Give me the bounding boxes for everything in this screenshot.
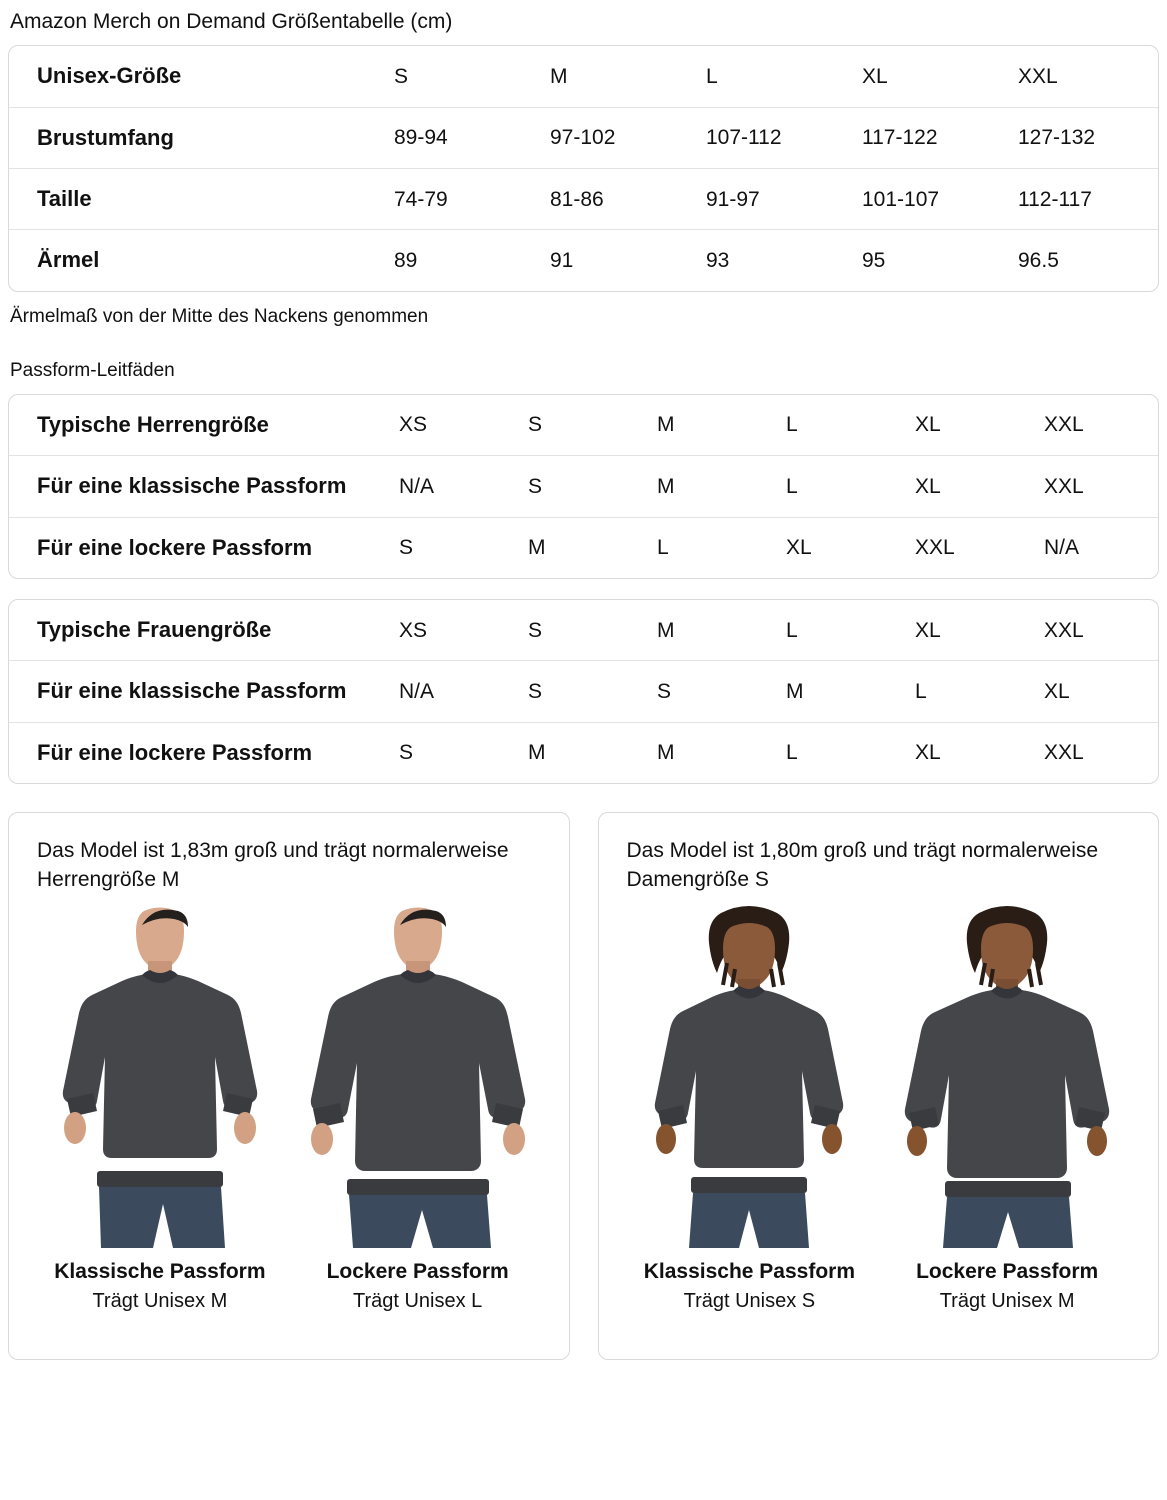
cell-value: 112-117 — [1018, 169, 1159, 230]
row-label: Für eine klassische Passform — [9, 661, 399, 722]
cell-value: N/A — [1044, 517, 1159, 578]
cell-value: L — [786, 413, 798, 437]
page-title: Amazon Merch on Demand Größentabelle (cm) — [10, 10, 453, 33]
row-label: Ärmel — [9, 230, 394, 291]
row-label: Für eine klassische Passform — [9, 456, 399, 517]
cell-value: M — [550, 64, 568, 88]
model-panels — [8, 812, 1159, 1360]
cell-value: 97-102 — [550, 107, 706, 168]
row-label: Unisex-Größe — [37, 63, 182, 89]
cell-value: S — [399, 517, 528, 578]
cell-value: M — [657, 413, 675, 437]
caption-block — [621, 1258, 879, 1315]
cell-value: N/A — [399, 456, 528, 517]
cell-value: XXL — [1044, 413, 1084, 437]
mens-fit-table-card — [8, 394, 1159, 579]
cell-value: S — [528, 661, 657, 722]
cell-value: 81-86 — [550, 169, 706, 230]
womens-figures — [621, 900, 1137, 1248]
table-row — [9, 230, 1159, 291]
cell-value: XL — [786, 517, 915, 578]
cell-value: XL — [862, 64, 888, 88]
cell-value: XXL — [1018, 64, 1058, 88]
cell-value: S — [657, 661, 786, 722]
mens-model-heading: Das Model ist 1,83m groß und trägt normalerweise Herrengröße M — [37, 839, 509, 891]
cell-value: L — [786, 618, 798, 642]
cell-value: XXL — [1044, 618, 1084, 642]
cell-value: 96.5 — [1018, 230, 1159, 291]
mens-figures — [31, 900, 547, 1248]
table-row — [9, 600, 1159, 661]
cell-value: 91 — [550, 230, 706, 291]
row-label: Taille — [9, 169, 394, 230]
womens-fit-table — [9, 600, 1159, 783]
caption-block — [31, 1258, 289, 1315]
cell-value: L — [786, 722, 915, 783]
table-row — [9, 517, 1159, 578]
table-row — [9, 722, 1159, 783]
womens-model-card — [598, 812, 1160, 1360]
figure-caption: Klassische Passform — [54, 1259, 266, 1283]
cell-value: 117-122 — [862, 107, 1018, 168]
cell-value: XL — [915, 618, 941, 642]
cell-value: XS — [399, 413, 428, 437]
female-model-classic-fit-illustration — [635, 903, 863, 1248]
caption-block — [289, 1258, 547, 1315]
cell-value: XL — [1044, 661, 1159, 722]
row-label: Brustumfang — [9, 107, 394, 168]
figure-subcaption: Trägt Unisex M — [92, 1290, 228, 1313]
table-row — [9, 46, 1159, 107]
table-row — [9, 169, 1159, 230]
cell-value: 74-79 — [394, 169, 550, 230]
figure-caption: Lockere Passform — [916, 1259, 1099, 1283]
cell-value: XL — [915, 413, 941, 437]
figure-wrap — [289, 900, 547, 1248]
fit-guides-label: Passform-Leitfäden — [10, 359, 175, 381]
cell-value: 101-107 — [862, 169, 1018, 230]
cell-value: M — [528, 517, 657, 578]
cell-value: M — [786, 661, 915, 722]
cell-value: XXL — [1044, 722, 1159, 783]
mens-model-card — [8, 812, 570, 1360]
figure-wrap — [878, 900, 1136, 1248]
row-label: Für eine lockere Passform — [9, 517, 399, 578]
cell-value: XL — [915, 456, 1044, 517]
figure-caption: Lockere Passform — [326, 1259, 509, 1283]
cell-value: M — [528, 722, 657, 783]
cell-value: N/A — [399, 661, 528, 722]
cell-value: 89-94 — [394, 107, 550, 168]
cell-value: M — [657, 456, 786, 517]
womens-fit-table-card — [8, 599, 1159, 784]
cell-value: XXL — [915, 517, 1044, 578]
male-model-classic-fit-illustration — [45, 903, 275, 1248]
cell-value: L — [657, 517, 786, 578]
table-row — [9, 456, 1159, 517]
cell-value: S — [399, 722, 528, 783]
cell-value: 127-132 — [1018, 107, 1159, 168]
womens-model-heading: Das Model ist 1,80m groß und trägt normalerweise Damengröße S — [626, 839, 1099, 891]
cell-value: S — [528, 618, 543, 642]
cell-value: S — [528, 413, 543, 437]
figure-subcaption: Trägt Unisex M — [939, 1290, 1075, 1313]
cell-value: S — [394, 64, 409, 88]
cell-value: 107-112 — [706, 107, 862, 168]
row-label: Typische Herrengröße — [37, 411, 269, 437]
cell-value: XXL — [1044, 456, 1159, 517]
cell-value: 89 — [394, 230, 550, 291]
figure-wrap — [31, 900, 289, 1248]
cell-value: M — [657, 722, 786, 783]
cell-value: XS — [399, 618, 428, 642]
figure-subcaption: Trägt Unisex S — [683, 1290, 816, 1313]
table-row — [9, 661, 1159, 722]
male-model-loose-fit-illustration — [295, 903, 541, 1248]
cell-value: XL — [915, 722, 1044, 783]
figure-wrap — [621, 900, 879, 1248]
table-row — [9, 395, 1159, 456]
caption-block — [878, 1258, 1136, 1315]
figure-caption: Klassische Passform — [643, 1259, 856, 1283]
cell-value: 91-97 — [706, 169, 862, 230]
cell-value: S — [528, 456, 657, 517]
figure-subcaption: Trägt Unisex L — [352, 1290, 483, 1313]
cell-value: 93 — [706, 230, 862, 291]
womens-captions — [621, 1258, 1137, 1315]
female-model-loose-fit-illustration — [889, 903, 1125, 1248]
table-row — [9, 107, 1159, 168]
measurements-table — [9, 46, 1159, 291]
measurements-table-card — [8, 45, 1159, 292]
cell-value: L — [706, 64, 718, 88]
cell-value: L — [786, 456, 915, 517]
cell-value: M — [657, 618, 675, 642]
mens-fit-table — [9, 395, 1159, 578]
sleeve-measurement-note: Ärmelmaß von der Mitte des Nackens genommen — [10, 305, 429, 327]
cell-value: 95 — [862, 230, 1018, 291]
row-label: Typische Frauengröße — [37, 617, 272, 643]
row-label: Für eine lockere Passform — [9, 722, 399, 783]
cell-value: L — [915, 661, 1044, 722]
mens-captions — [31, 1258, 547, 1315]
